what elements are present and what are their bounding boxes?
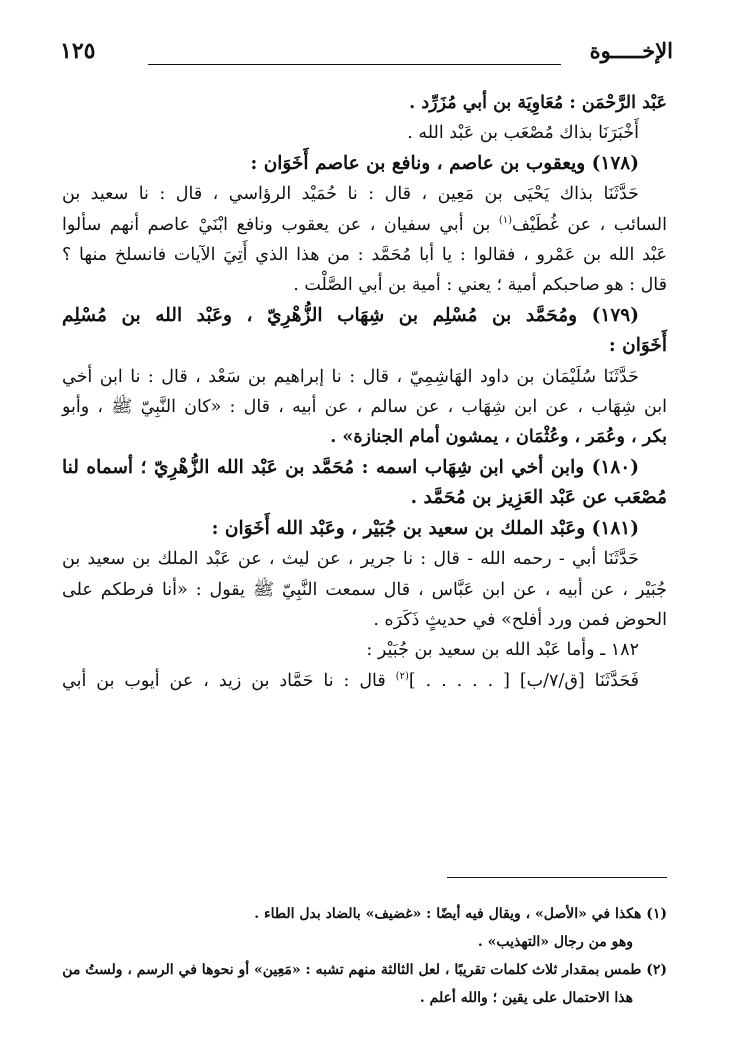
text-segment: حَدَّثَنَا سُلَيْمَان بن داود الهَاشِمِيّ ، قال : نا إبراهيم بن سَعْد ، قال : نا ابن أخي — [62, 366, 639, 387]
text-line — [62, 544, 667, 574]
footnote-rule — [447, 877, 667, 878]
text-segment: قال : نا حَمَّاد بن زيد ، عن أيوب بن أبي — [62, 670, 396, 691]
text-line — [62, 240, 667, 270]
footnote-line: هذا الاحتمال على يقين ؛ والله أعلم . — [419, 990, 633, 1006]
text-line — [62, 392, 667, 422]
text-segment: حَدَّثَنَا أبي - رحمه الله - قال : نا جرير ، عن ليث ، عن عَبْد الملك بن سعيد بن — [62, 549, 639, 570]
page-header — [60, 36, 673, 76]
text-line — [62, 422, 667, 452]
text-segment: بكر ، وعُمَر ، وعُثْمَان ، يمشون أمام الجنازة» . — [330, 427, 667, 448]
text-segment: ابن شِهَاب ، عن ابن شِهَاب ، عن سالم ، عن أبيه ، قال : «كان النَّبِيّ ﷺ ، وأبو — [62, 397, 667, 418]
text-segment: جُبَيْر ، عن أبيه ، عن ابن عَبَّاس ، قال سمعت النَّبِيّ ﷺ يقول : «أنا فرطكم على — [62, 579, 667, 600]
header-rule — [148, 64, 561, 65]
text-line — [62, 331, 667, 361]
text-segment: عَبْد الله بن عَمْرو ، فقالوا : يا أبا مُحَمَّد : من هذا الذي أَتِيَ الآيات فانسلخ منها ؟ — [62, 245, 667, 266]
text-line — [62, 666, 667, 696]
footnote-line: (١) هكذا في «الأصل» ، ويقال فيه أيضًا : «غضيف» بالضاد بدل الطاء . — [254, 906, 667, 922]
text-line — [62, 605, 667, 635]
text-segment: الحوض فمن ورد أفلح» في حديثٍ ذَكَرَه . — [373, 609, 667, 630]
main-text — [62, 88, 667, 696]
footnotes — [62, 900, 667, 1012]
text-segment: مُصْعَب عن عَبْد العَزِيز بن مُحَمَّد . — [410, 487, 667, 509]
text-segment: (١٨١) وعَبْد الملك بن سعيد بن جُبَيْر ، وعَبْد الله أَخَوَان : — [211, 517, 639, 539]
text-line — [62, 362, 667, 392]
text-segment: بن أبي سفيان ، عن يعقوب ونافع ابْنَيْ عاصم أنهم سألوا — [62, 214, 499, 235]
page-number: ١٢٥ — [60, 38, 96, 64]
text-line — [62, 210, 667, 240]
text-line — [62, 575, 667, 605]
text-line — [62, 514, 667, 544]
text-line — [62, 149, 667, 179]
text-line — [62, 88, 667, 118]
text-segment: السائب ، عن غُطَيْف — [512, 214, 667, 235]
text-line — [62, 301, 667, 331]
footnote-marker[interactable]: (٢) — [395, 670, 409, 682]
text-line — [62, 179, 667, 209]
text-segment: عَبْد الرَّحْمَن : مُعَاوِيَة بن أبي مُزَرِّد . — [409, 93, 667, 113]
text-segment: ١٨٢ ـ وأما عَبْد الله بن سعيد بن جُبَيْر : — [366, 640, 639, 661]
text-segment: أَخَوَان : — [608, 335, 667, 357]
text-line — [62, 635, 667, 665]
text-segment: حَدَّثَنَا بذاك يَحْيَى بن مَعِين ، قال : نا حُمَيْد الرؤاسي ، قال : نا سعيد بن — [62, 184, 639, 205]
text-segment: قال : هو صاحبكم أمية ؛ يعني : أمية بن أبي الصَّلْت . — [293, 275, 667, 296]
text-line — [62, 453, 667, 483]
text-line — [62, 270, 667, 300]
text-segment: أَخْبَرَنَا بذاك مُصْعَب بن عَبْد الله . — [407, 123, 639, 144]
text-segment: (١٧٨) ويعقوب بن عاصم ، ونافع بن عاصم أَخَوَان : — [250, 152, 639, 174]
running-title: الإخـــــوة — [589, 38, 673, 63]
text-line — [62, 483, 667, 513]
text-segment: فَحَدَّثَنَا [ق/٧/ب] [ . . . . . ] — [408, 670, 639, 691]
footnote-line: وهو من رجال «التهذيب» . — [477, 934, 633, 950]
text-segment: (١٨٠) وابن أخي ابن شِهَاب اسمه : مُحَمَّد بن عَبْد الله الزُّهْرِيّ ؛ أسماه لنا — [62, 456, 639, 478]
footnote-line: (٢) طمس بمقدار ثلاث كلمات تقريبًا ، لعل الثالثة منهم تشبه : «مَعِين» أو نحوها في الرسم ، ولستُ من — [62, 962, 667, 978]
text-segment: (١٧٩) ومُحَمَّد بن مُسْلِم بن شِهَاب الزُّهْرِيّ ، وعَبْد الله بن مُسْلِم — [62, 304, 639, 326]
footnote-marker[interactable]: (١) — [498, 214, 513, 226]
text-line — [62, 118, 667, 148]
